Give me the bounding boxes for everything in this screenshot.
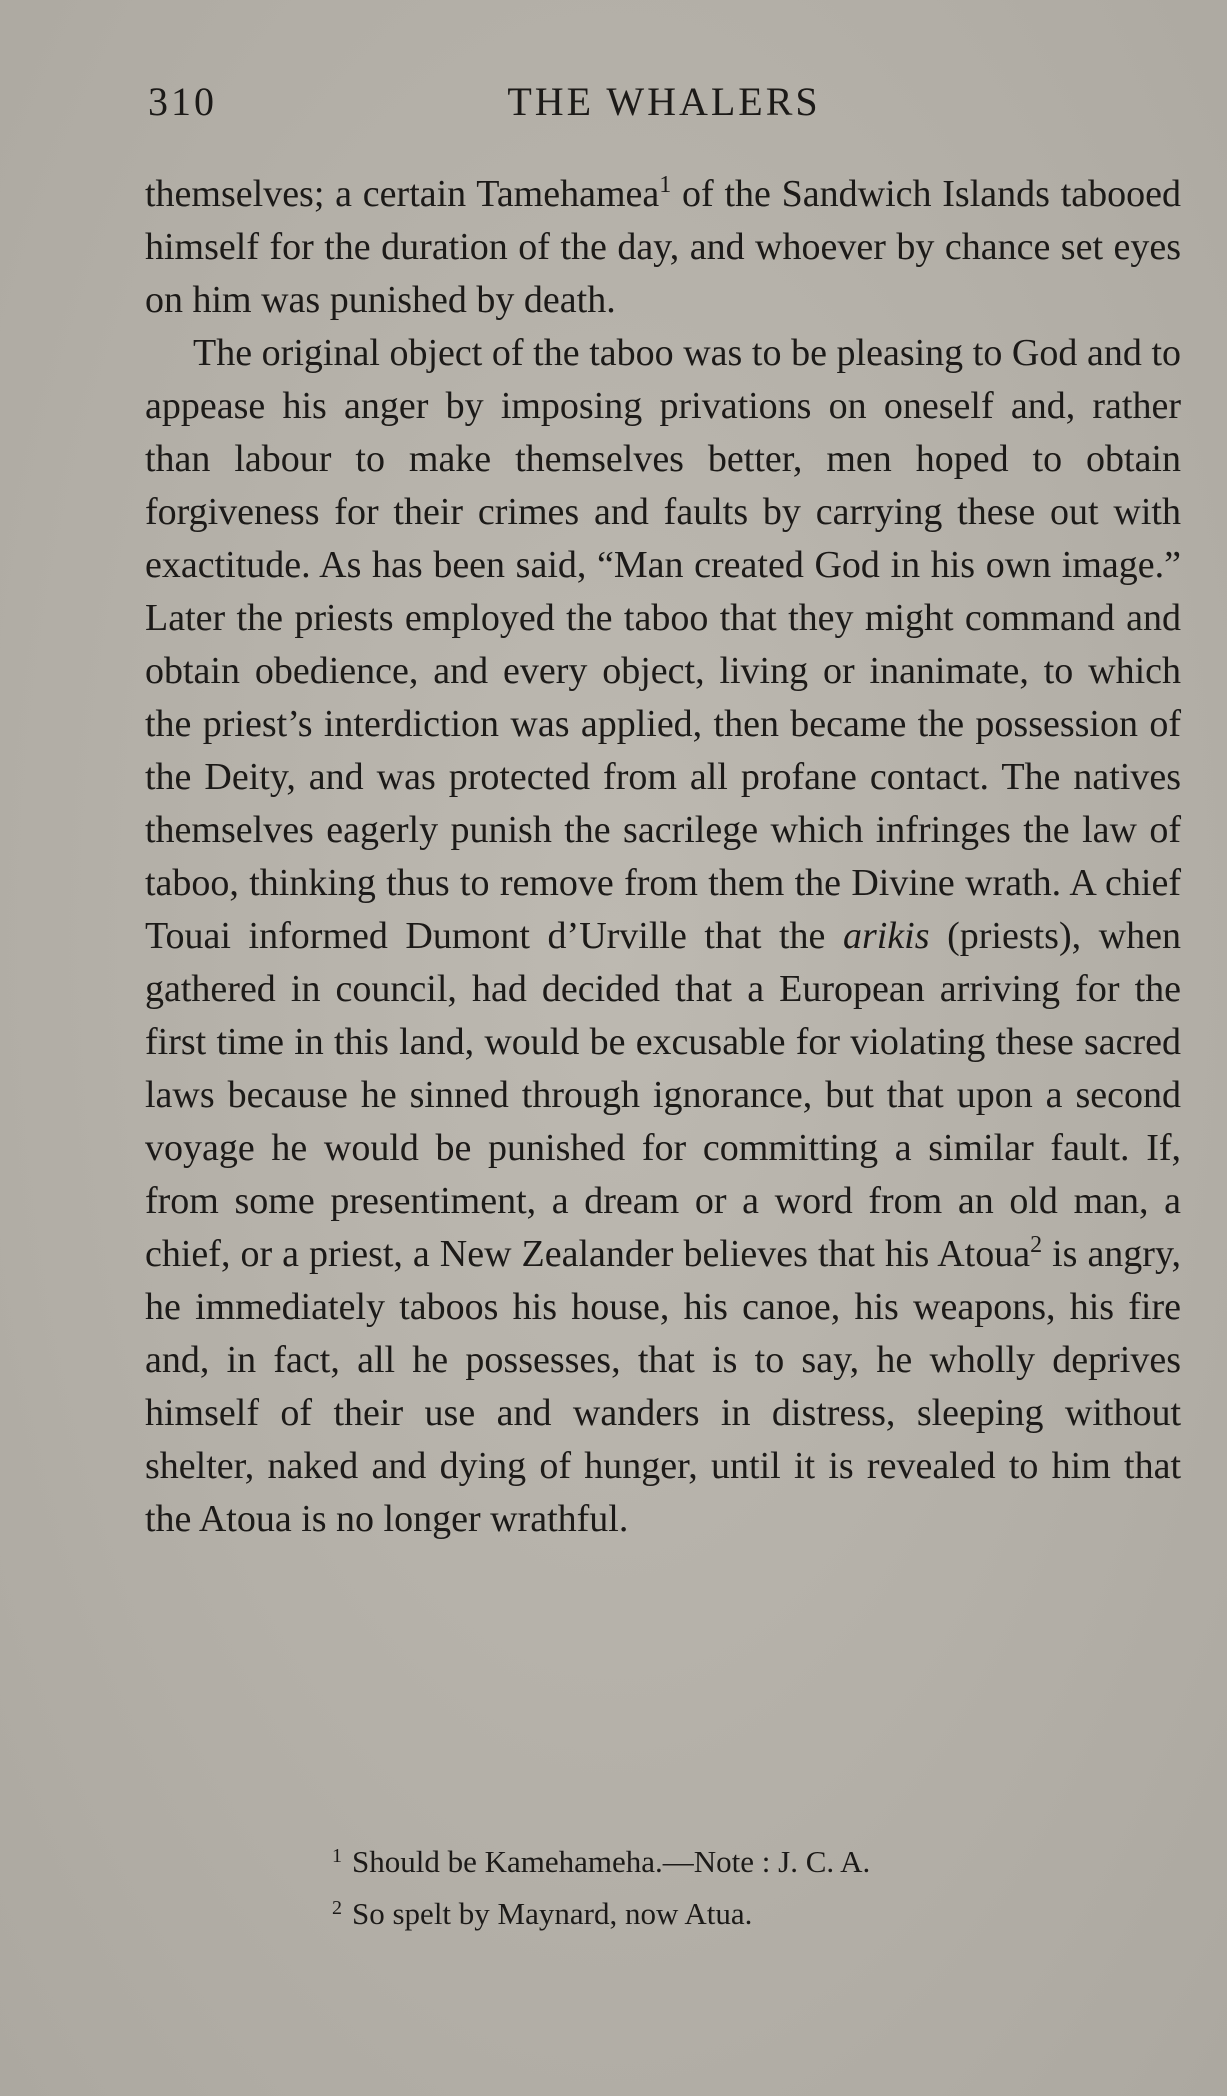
italic-term-arikis: arikis (842, 915, 930, 957)
footnotes (332, 1833, 1092, 1937)
running-head (148, 78, 1180, 138)
paragraph-2 (145, 327, 1181, 1546)
page-number: 310 (148, 79, 217, 124)
body-text (145, 168, 1181, 1546)
paragraph-1-text-a: themselves; a certain Tamehamea (145, 173, 660, 215)
footnote-1 (332, 1833, 1092, 1885)
paragraph-1-text-b: of the Sandwich Islands tabooed himself for the duration of the day, and whoever by chance set eyes on him was punished by death. (145, 173, 1181, 321)
paragraph-2-text-a: The original object of the taboo was to be pleasing to God and to appease his anger by imposing privations on oneself and, rather than labour to make themselves better, men hoped to obtain forgiveness for their crimes and faults by carrying these out with exactitude. As has been said, “Man created God in his own image.” Later the priests employed the taboo that they might command and obtain obedience, and every object, living or inanimate, to which the priest’s interdiction was applied, then became the possession of the Deity, and was protected from all profane contact. The natives themselves eagerly punish the sacrilege which infringes the law of taboo, thinking thus to remove from them the Divine wrath. A chief Touai informed Dumont d’Urville that the (145, 332, 1181, 957)
footnote-text-1: Should be Kamehameha.—Note : J. C. A. (352, 1844, 871, 1879)
paragraph-2-text-b: (priests), when gathered in council, had decided that a European arriving for the first time in this land, would be excusable for violating these sacred laws because he sinned through ignorance, but that upon a second voyage he would be punished for committing a similar fault. If, from some presentiment, a dream or a word from an old man, a chief, or a priest, a New Zealander believes that his Atoua (145, 915, 1181, 1275)
paragraph-2-text-c: is angry, he immediately taboos his house, his canoe, his weapons, his fire and, in fact, all he possesses, that is to say, he wholly deprives himself of their use and wanders in distress, sleeping without shelter, naked and dying of hunger, until it is revealed to him that the Atoua is no longer wrathful. (145, 1233, 1181, 1540)
paragraph-1 (145, 168, 1181, 327)
footnote-text-2: So spelt by Maynard, now Atua. (352, 1896, 753, 1931)
footnote-mark-2: 2 (332, 1897, 342, 1919)
footnote-reference-2: 2 (1030, 1232, 1043, 1258)
running-title: THE WHALERS (507, 79, 821, 124)
footnote-reference-1: 1 (659, 172, 672, 198)
footnote-2 (332, 1885, 1092, 1937)
footnote-mark-1: 1 (332, 1845, 342, 1867)
